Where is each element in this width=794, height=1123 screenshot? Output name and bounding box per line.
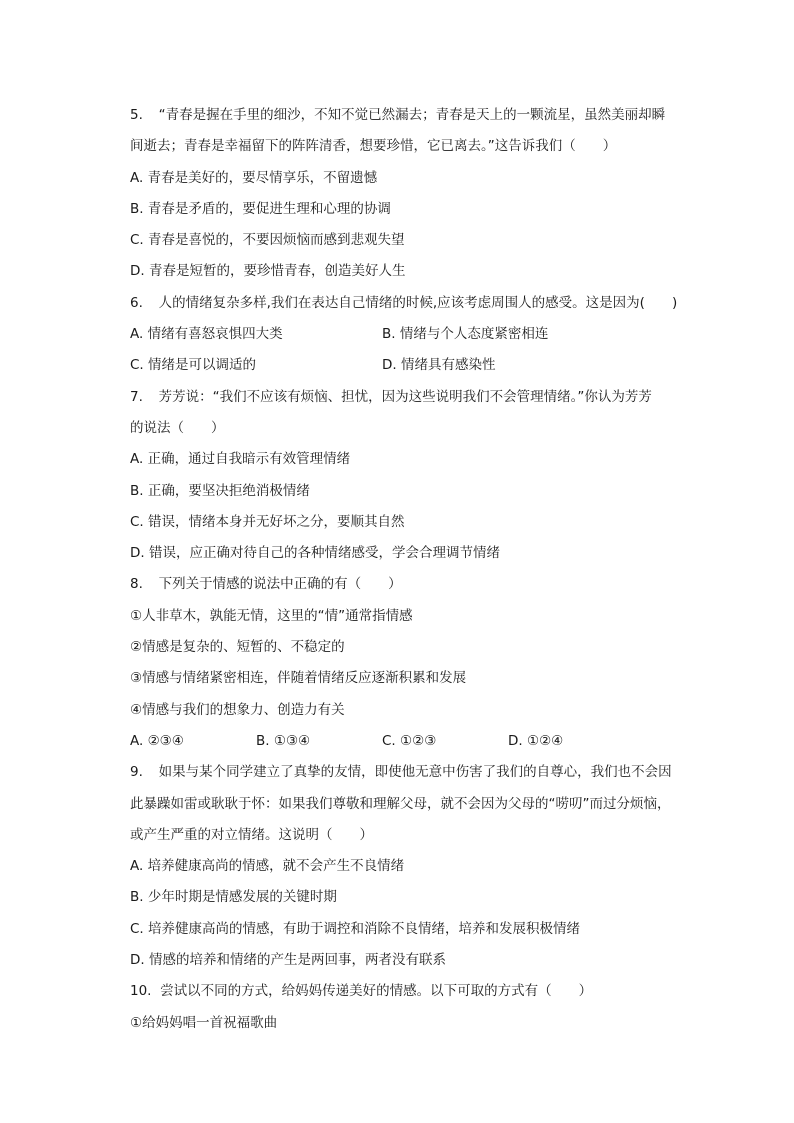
option-c: C. 青春是喜悦的，不要因烦恼而感到悲观失望	[130, 232, 405, 249]
question-9	[130, 757, 700, 976]
question-stem: 8. 下列关于情感的说法中正确的有（ ）	[130, 569, 700, 600]
option-row	[130, 319, 700, 350]
option-a: A. 情绪有喜怒哀惧四大类	[130, 326, 283, 343]
question-stem: 9. 如果与某个同学建立了真挚的友情，即使他无意中伤害了我们的自尊心，我们也不会因	[130, 757, 700, 788]
statement-1: ①给妈妈唱一首祝福歌曲	[130, 1014, 278, 1031]
question-stem-continued: 的说法（ ）	[130, 419, 225, 436]
question-number: 8.	[130, 576, 143, 593]
question-stem: 6. 人的情绪复杂多样,我们在表达自己情绪的时候,应该考虑周围人的感受。这是因为( )	[130, 288, 700, 319]
question-stem: 10. 尝试以不同的方式，给妈妈传递美好的情感。以下可取的方式有（ ）	[130, 976, 700, 1007]
option-c: C. 情绪是可以调适的	[130, 357, 257, 374]
option-a: A. ②③④	[130, 732, 184, 749]
statement-4: ④情感与我们的想象力、创造力有关	[130, 701, 345, 718]
option-b: B. 少年时期是情感发展的关键时期	[130, 889, 337, 906]
option-d: D. 情感的培养和情绪的产生是两回事，两者没有联系	[130, 952, 446, 969]
question-list	[130, 100, 700, 1039]
statement-3: ③情感与情绪紧密相连，伴随着情绪反应逐渐积累和发展	[130, 670, 467, 687]
question-5	[130, 100, 700, 288]
option-c: C. ①②③	[382, 732, 437, 749]
option-b: B. ①③④	[256, 732, 311, 749]
option-b: B. 情绪与个人态度紧密相连	[382, 326, 549, 343]
question-stem: 5. “青春是握在手里的细沙，不知不觉已然漏去；青春是天上的一颗流星，虽然美丽却瞬	[130, 100, 700, 131]
question-number: 7.	[130, 388, 143, 405]
option-c: C. 培养健康高尚的情感，有助于调控和消除不良情绪，培养和发展积极情绪	[130, 920, 581, 937]
question-stem: 7. 芳芳说：“我们不应该有烦恼、担忧，因为这些说明我们不会管理情绪。”你认为芳芳	[130, 382, 700, 413]
option-a: A. 青春是美好的，要尽情享乐，不留遗憾	[130, 169, 378, 186]
question-stem-continued: 间逝去；青春是幸福留下的阵阵清香，想要珍惜，它已离去。”这告诉我们（ ）	[130, 138, 617, 155]
option-b: B. 正确，要坚决拒绝消极情绪	[130, 482, 310, 499]
option-d: D. 错误，应正确对待自己的各种情绪感受，学会合理调节情绪	[130, 545, 500, 562]
option-c: C. 错误，情绪本身并无好坏之分，要顺其自然	[130, 513, 405, 530]
option-d: D. ①②④	[508, 732, 564, 749]
question-6	[130, 288, 700, 382]
statement-1: ①人非草木，孰能无情，这里的“情”通常指情感	[130, 607, 413, 624]
question-number: 9.	[130, 764, 143, 781]
option-d: D. 情绪具有感染性	[382, 357, 496, 374]
option-b: B. 青春是矛盾的，要促进生理和心理的协调	[130, 200, 391, 217]
option-row	[130, 726, 700, 757]
option-d: D. 青春是短暂的，要珍惜青春，创造美好人生	[130, 263, 406, 280]
option-a: A. 正确，通过自我暗示有效管理情绪	[130, 451, 351, 468]
statement-2: ②情感是复杂的、短暂的、不稳定的	[130, 639, 345, 656]
question-10	[130, 976, 700, 1039]
option-a: A. 培养健康高尚的情感，就不会产生不良情绪	[130, 858, 405, 875]
question-stem-continued: 或产生严重的对立情绪。这说明（ ）	[130, 826, 373, 843]
question-7	[130, 382, 700, 570]
option-row	[130, 350, 700, 381]
question-number: 6.	[130, 294, 143, 311]
question-number: 10.	[130, 983, 152, 1000]
question-8	[130, 569, 700, 757]
question-number: 5.	[130, 107, 143, 123]
question-stem-continued: 此暴躁如雷或耿耿于怀：如果我们尊敬和理解父母，就不会因为父母的“唠叨”而过分烦恼，	[130, 795, 671, 812]
